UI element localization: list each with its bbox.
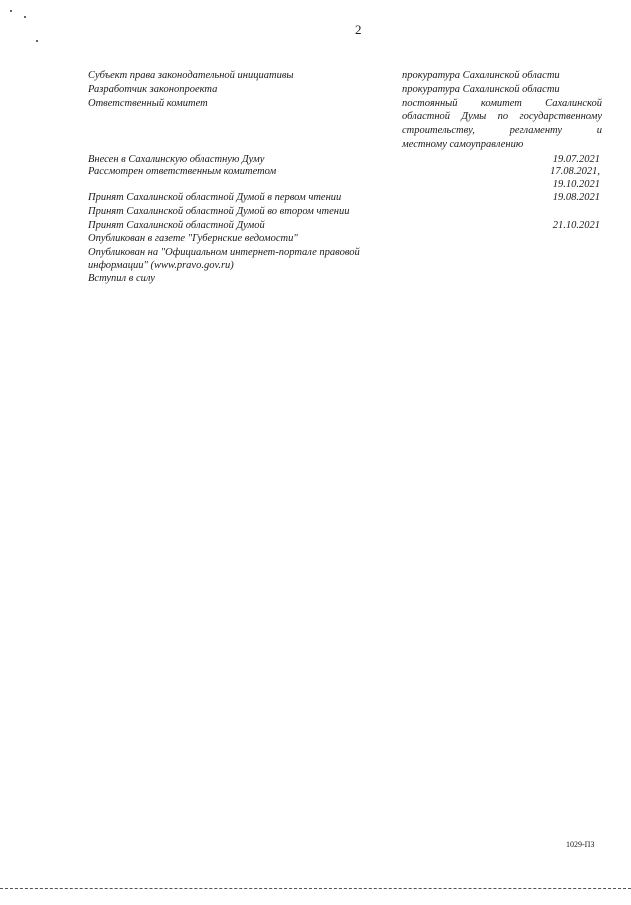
- document-code: 1029-ПЗ: [566, 840, 595, 849]
- label-submitted: Внесен в Сахалинскую областную Думу: [88, 154, 265, 165]
- value-subject: прокуратура Сахалинской области: [402, 70, 560, 81]
- page-number: 2: [355, 22, 362, 37]
- label-subject: Субъект права законодательной инициативы: [88, 70, 294, 81]
- label-developer: Разработчик законопроекта: [88, 84, 218, 95]
- label-second-reading: Принят Сахалинской областной Думой во втором чтении: [88, 206, 350, 217]
- scan-edge-line: [0, 888, 631, 889]
- scan-speck: [36, 40, 38, 42]
- label-published-portal-line-1: Опубликован на "Официальном интернет-портале правовой: [88, 247, 360, 258]
- values-block: [402, 69, 602, 152]
- label-adopted: Принят Сахалинской областной Думой: [88, 220, 265, 231]
- date-submitted: 19.07.2021: [552, 154, 600, 165]
- value-committee-line-1: постоянный комитет Сахалинской: [402, 97, 602, 109]
- value-developer: прокуратура Сахалинской области: [402, 83, 560, 95]
- value-committee-line-2: областной Думы по государственному: [402, 111, 602, 123]
- label-published-portal-line-2: информации" (www.pravo.gov.ru): [88, 260, 234, 271]
- scan-speck: [24, 16, 26, 18]
- date-reviewed-1: 17.08.2021,: [550, 166, 600, 177]
- label-reviewed: Рассмотрен ответственным комитетом: [88, 166, 277, 177]
- date-reviewed-2: 19.10.2021: [552, 179, 600, 190]
- scan-speck: [10, 10, 12, 12]
- label-in-force: Вступил в силу: [88, 273, 155, 284]
- label-published-gazette: Опубликован в газете "Губернские ведомости": [88, 233, 298, 244]
- date-adopted: 21.10.2021: [552, 220, 600, 231]
- value-committee-line-3: строительству, регламенту и: [402, 125, 602, 137]
- date-first-reading: 19.08.2021: [552, 192, 600, 203]
- label-committee: Ответственный комитет: [88, 98, 208, 109]
- value-committee-line-4: местному самоуправлению: [402, 138, 524, 150]
- label-first-reading: Принят Сахалинской областной Думой в первом чтении: [88, 192, 342, 203]
